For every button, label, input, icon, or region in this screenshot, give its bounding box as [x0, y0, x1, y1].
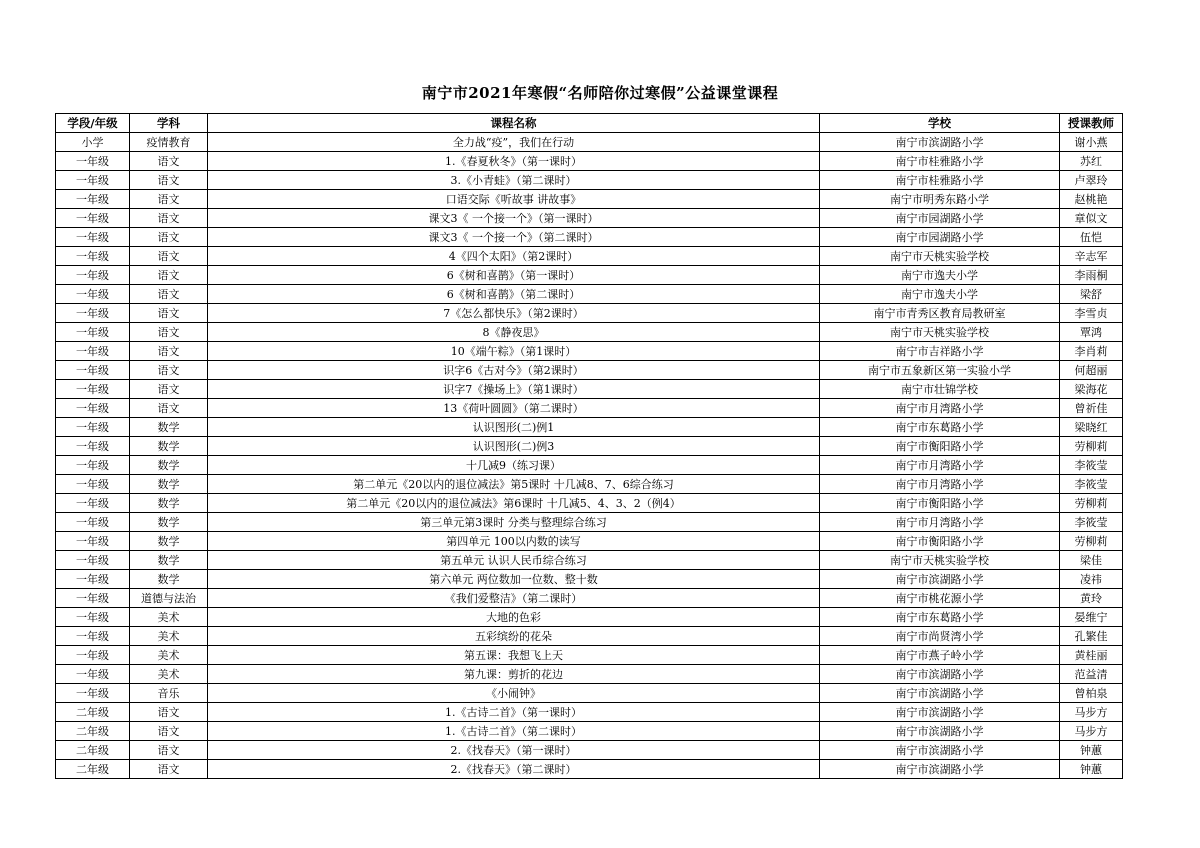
table-row: [56, 665, 1123, 684]
teacher-cell: 马步方: [1060, 703, 1123, 722]
subject-cell: 语文: [130, 722, 208, 741]
teacher-cell: 晏维宁: [1060, 608, 1123, 627]
teacher-cell: 马步方: [1060, 722, 1123, 741]
course-name-cell: 6《树和喜鹊》（第一课时）: [208, 266, 820, 285]
school-cell: 南宁市园湖路小学: [820, 209, 1060, 228]
teacher-cell: 曾柏泉: [1060, 684, 1123, 703]
course-name-cell: 第五课：我想飞上天: [208, 646, 820, 665]
subject-cell: 数学: [130, 475, 208, 494]
table-row: [56, 551, 1123, 570]
grade-cell: 一年级: [56, 437, 130, 456]
course-name-cell: 10《端午粽》（第1课时）: [208, 342, 820, 361]
course-name-cell: 《我们爱整洁》（第二课时）: [208, 589, 820, 608]
teacher-cell: 黄玲: [1060, 589, 1123, 608]
course-name-cell: 识字7《操场上》（第1课时）: [208, 380, 820, 399]
subject-cell: 美术: [130, 608, 208, 627]
table-row: [56, 247, 1123, 266]
subject-cell: 语文: [130, 228, 208, 247]
school-cell: 南宁市月湾路小学: [820, 399, 1060, 418]
table-row: [56, 627, 1123, 646]
table-row: [56, 266, 1123, 285]
table-row: [56, 570, 1123, 589]
subject-cell: 数学: [130, 437, 208, 456]
table-row: [56, 608, 1123, 627]
subject-cell: 语文: [130, 190, 208, 209]
course-name-cell: 五彩缤纷的花朵: [208, 627, 820, 646]
subject-cell: 语文: [130, 171, 208, 190]
school-cell: 南宁市衡阳路小学: [820, 494, 1060, 513]
course-name-cell: 4《四个太阳》（第2课时）: [208, 247, 820, 266]
course-name-cell: 口语交际《听故事 讲故事》: [208, 190, 820, 209]
course-name-cell: 13《荷叶圆圆》（第二课时）: [208, 399, 820, 418]
table-row: [56, 190, 1123, 209]
grade-cell: 一年级: [56, 513, 130, 532]
subject-cell: 语文: [130, 703, 208, 722]
table-row: [56, 589, 1123, 608]
school-cell: 南宁市滨湖路小学: [820, 133, 1060, 152]
course-name-cell: 1.《古诗二首》（第一课时）: [208, 703, 820, 722]
subject-cell: 语文: [130, 760, 208, 779]
subject-cell: 语文: [130, 209, 208, 228]
table-row: [56, 741, 1123, 760]
grade-cell: 一年级: [56, 228, 130, 247]
school-cell: 南宁市月湾路小学: [820, 475, 1060, 494]
grade-cell: 一年级: [56, 570, 130, 589]
table-row: [56, 437, 1123, 456]
grade-cell: 一年级: [56, 361, 130, 380]
teacher-cell: 孔繁佳: [1060, 627, 1123, 646]
grade-cell: 一年级: [56, 589, 130, 608]
course-name-cell: 课文3《 一个接一个》（第一课时）: [208, 209, 820, 228]
subject-cell: 语文: [130, 247, 208, 266]
subject-cell: 语文: [130, 380, 208, 399]
school-cell: 南宁市滨湖路小学: [820, 722, 1060, 741]
course-name-cell: 课文3《 一个接一个》（第二课时）: [208, 228, 820, 247]
grade-cell: 一年级: [56, 342, 130, 361]
course-name-cell: 2.《找春天》（第一课时）: [208, 741, 820, 760]
teacher-cell: 李筱莹: [1060, 456, 1123, 475]
teacher-cell: 劳柳莉: [1060, 437, 1123, 456]
table-row: [56, 399, 1123, 418]
school-cell: 南宁市壮锦学校: [820, 380, 1060, 399]
course-name-cell: 大地的色彩: [208, 608, 820, 627]
school-cell: 南宁市青秀区教育局教研室: [820, 304, 1060, 323]
grade-cell: 一年级: [56, 494, 130, 513]
grade-cell: 一年级: [56, 627, 130, 646]
table-row: [56, 475, 1123, 494]
grade-cell: 一年级: [56, 247, 130, 266]
teacher-cell: 梁舒: [1060, 285, 1123, 304]
teacher-cell: 劳柳莉: [1060, 494, 1123, 513]
table-row: [56, 532, 1123, 551]
teacher-cell: 梁海花: [1060, 380, 1123, 399]
grade-cell: 一年级: [56, 266, 130, 285]
subject-cell: 道德与法治: [130, 589, 208, 608]
header-course-name: 课程名称: [208, 114, 820, 133]
school-cell: 南宁市滨湖路小学: [820, 741, 1060, 760]
table-row: [56, 152, 1123, 171]
school-cell: 南宁市天桃实验学校: [820, 323, 1060, 342]
subject-cell: 疫情教育: [130, 133, 208, 152]
grade-cell: 一年级: [56, 551, 130, 570]
subject-cell: 语文: [130, 741, 208, 760]
course-name-cell: 第五单元 认识人民币综合练习: [208, 551, 820, 570]
teacher-cell: 梁晓红: [1060, 418, 1123, 437]
teacher-cell: 覃鸿: [1060, 323, 1123, 342]
school-cell: 南宁市桂雅路小学: [820, 171, 1060, 190]
course-name-cell: 8《静夜思》: [208, 323, 820, 342]
school-cell: 南宁市逸夫小学: [820, 266, 1060, 285]
table-row: [56, 646, 1123, 665]
table-row: [56, 456, 1123, 475]
table-row: [56, 760, 1123, 779]
teacher-cell: 李筱莹: [1060, 513, 1123, 532]
table-row: [56, 285, 1123, 304]
grade-cell: 小学: [56, 133, 130, 152]
subject-cell: 美术: [130, 627, 208, 646]
grade-cell: 一年级: [56, 323, 130, 342]
teacher-cell: 李筱莹: [1060, 475, 1123, 494]
grade-cell: 一年级: [56, 304, 130, 323]
subject-cell: 美术: [130, 665, 208, 684]
school-cell: 南宁市东葛路小学: [820, 418, 1060, 437]
table-row: [56, 418, 1123, 437]
grade-cell: 二年级: [56, 703, 130, 722]
course-name-cell: 1.《春夏秋冬》（第一课时）: [208, 152, 820, 171]
subject-cell: 数学: [130, 513, 208, 532]
grade-cell: 一年级: [56, 532, 130, 551]
school-cell: 南宁市尚贤湾小学: [820, 627, 1060, 646]
grade-cell: 一年级: [56, 209, 130, 228]
table-row: [56, 494, 1123, 513]
subject-cell: 数学: [130, 418, 208, 437]
school-cell: 南宁市五象新区第一实验小学: [820, 361, 1060, 380]
course-name-cell: 第二单元《20以内的退位减法》第6课时 十几减5、4、3、2（例4）: [208, 494, 820, 513]
table-body: [56, 133, 1123, 779]
grade-cell: 一年级: [56, 665, 130, 684]
grade-cell: 一年级: [56, 380, 130, 399]
course-name-cell: 第九课：剪折的花边: [208, 665, 820, 684]
school-cell: 南宁市东葛路小学: [820, 608, 1060, 627]
teacher-cell: 李肖莉: [1060, 342, 1123, 361]
grade-cell: 一年级: [56, 190, 130, 209]
school-cell: 南宁市滨湖路小学: [820, 684, 1060, 703]
course-name-cell: 2.《找春天》（第二课时）: [208, 760, 820, 779]
subject-cell: 语文: [130, 342, 208, 361]
teacher-cell: 何超丽: [1060, 361, 1123, 380]
subject-cell: 语文: [130, 285, 208, 304]
teacher-cell: 赵桃艳: [1060, 190, 1123, 209]
course-name-cell: 《小闹钟》: [208, 684, 820, 703]
school-cell: 南宁市桂雅路小学: [820, 152, 1060, 171]
subject-cell: 数学: [130, 551, 208, 570]
teacher-cell: 卢翠玲: [1060, 171, 1123, 190]
subject-cell: 数学: [130, 570, 208, 589]
school-cell: 南宁市天桃实验学校: [820, 551, 1060, 570]
table-row: [56, 513, 1123, 532]
table-row: [56, 323, 1123, 342]
grade-cell: 一年级: [56, 456, 130, 475]
grade-cell: 一年级: [56, 684, 130, 703]
subject-cell: 语文: [130, 361, 208, 380]
school-cell: 南宁市滨湖路小学: [820, 760, 1060, 779]
course-name-cell: 第二单元《20以内的退位减法》第5课时 十几减8、7、6综合练习: [208, 475, 820, 494]
teacher-cell: 章似文: [1060, 209, 1123, 228]
course-name-cell: 第三单元第3课时 分类与整理综合练习: [208, 513, 820, 532]
grade-cell: 一年级: [56, 608, 130, 627]
school-cell: 南宁市逸夫小学: [820, 285, 1060, 304]
teacher-cell: 李雪贞: [1060, 304, 1123, 323]
subject-cell: 语文: [130, 152, 208, 171]
subject-cell: 语文: [130, 304, 208, 323]
table-row: [56, 722, 1123, 741]
teacher-cell: 钟蕙: [1060, 741, 1123, 760]
table-row: [56, 380, 1123, 399]
grade-cell: 二年级: [56, 722, 130, 741]
teacher-cell: 凌祎: [1060, 570, 1123, 589]
teacher-cell: 劳柳莉: [1060, 532, 1123, 551]
course-name-cell: 第四单元 100以内数的读写: [208, 532, 820, 551]
subject-cell: 数学: [130, 532, 208, 551]
header-school: 学校: [820, 114, 1060, 133]
table-row: [56, 703, 1123, 722]
table-header-row: [56, 114, 1123, 133]
school-cell: 南宁市滨湖路小学: [820, 570, 1060, 589]
school-cell: 南宁市滨湖路小学: [820, 703, 1060, 722]
course-name-cell: 3.《小青蛙》（第二课时）: [208, 171, 820, 190]
grade-cell: 一年级: [56, 285, 130, 304]
school-cell: 南宁市燕子岭小学: [820, 646, 1060, 665]
header-grade: 学段/年级: [56, 114, 130, 133]
school-cell: 南宁市衡阳路小学: [820, 532, 1060, 551]
grade-cell: 一年级: [56, 646, 130, 665]
table-row: [56, 228, 1123, 247]
school-cell: 南宁市天桃实验学校: [820, 247, 1060, 266]
subject-cell: 数学: [130, 494, 208, 513]
header-teacher: 授课教师: [1060, 114, 1123, 133]
grade-cell: 一年级: [56, 171, 130, 190]
course-name-cell: 7《怎么都快乐》（第2课时）: [208, 304, 820, 323]
school-cell: 南宁市明秀东路小学: [820, 190, 1060, 209]
teacher-cell: 伍恺: [1060, 228, 1123, 247]
grade-cell: 一年级: [56, 399, 130, 418]
grade-cell: 一年级: [56, 152, 130, 171]
grade-cell: 二年级: [56, 741, 130, 760]
subject-cell: 语文: [130, 266, 208, 285]
subject-cell: 音乐: [130, 684, 208, 703]
teacher-cell: 谢小燕: [1060, 133, 1123, 152]
course-name-cell: 识字6《古对今》（第2课时）: [208, 361, 820, 380]
table-row: [56, 209, 1123, 228]
course-name-cell: 6《树和喜鹊》（第二课时）: [208, 285, 820, 304]
school-cell: 南宁市月湾路小学: [820, 513, 1060, 532]
grade-cell: 一年级: [56, 475, 130, 494]
school-cell: 南宁市月湾路小学: [820, 456, 1060, 475]
course-name-cell: 第六单元 两位数加一位数、整十数: [208, 570, 820, 589]
table-row: [56, 304, 1123, 323]
grade-cell: 一年级: [56, 418, 130, 437]
grade-cell: 二年级: [56, 760, 130, 779]
course-name-cell: 1.《古诗二首》（第二课时）: [208, 722, 820, 741]
table-row: [56, 171, 1123, 190]
teacher-cell: 钟蕙: [1060, 760, 1123, 779]
subject-cell: 数学: [130, 456, 208, 475]
teacher-cell: 苏红: [1060, 152, 1123, 171]
teacher-cell: 梁佳: [1060, 551, 1123, 570]
school-cell: 南宁市桃花源小学: [820, 589, 1060, 608]
table-row: [56, 361, 1123, 380]
subject-cell: 语文: [130, 399, 208, 418]
course-name-cell: 认识图形(二)例1: [208, 418, 820, 437]
course-name-cell: 认识图形(二)例3: [208, 437, 820, 456]
teacher-cell: 辛志军: [1060, 247, 1123, 266]
header-subject: 学科: [130, 114, 208, 133]
teacher-cell: 范益清: [1060, 665, 1123, 684]
table-row: [56, 342, 1123, 361]
table-row: [56, 133, 1123, 152]
teacher-cell: 李雨桐: [1060, 266, 1123, 285]
teacher-cell: 曾祈佳: [1060, 399, 1123, 418]
table-row: [56, 684, 1123, 703]
course-name-cell: 全力战“疫”，我们在行动: [208, 133, 820, 152]
school-cell: 南宁市衡阳路小学: [820, 437, 1060, 456]
teacher-cell: 黄桂丽: [1060, 646, 1123, 665]
course-name-cell: 十几减9（练习课）: [208, 456, 820, 475]
course-table: [55, 113, 1123, 779]
school-cell: 南宁市吉祥路小学: [820, 342, 1060, 361]
school-cell: 南宁市滨湖路小学: [820, 665, 1060, 684]
school-cell: 南宁市园湖路小学: [820, 228, 1060, 247]
subject-cell: 美术: [130, 646, 208, 665]
subject-cell: 语文: [130, 323, 208, 342]
document-title: 南宁市2021年寒假“名师陪你过寒假”公益课堂课程: [421, 84, 779, 102]
